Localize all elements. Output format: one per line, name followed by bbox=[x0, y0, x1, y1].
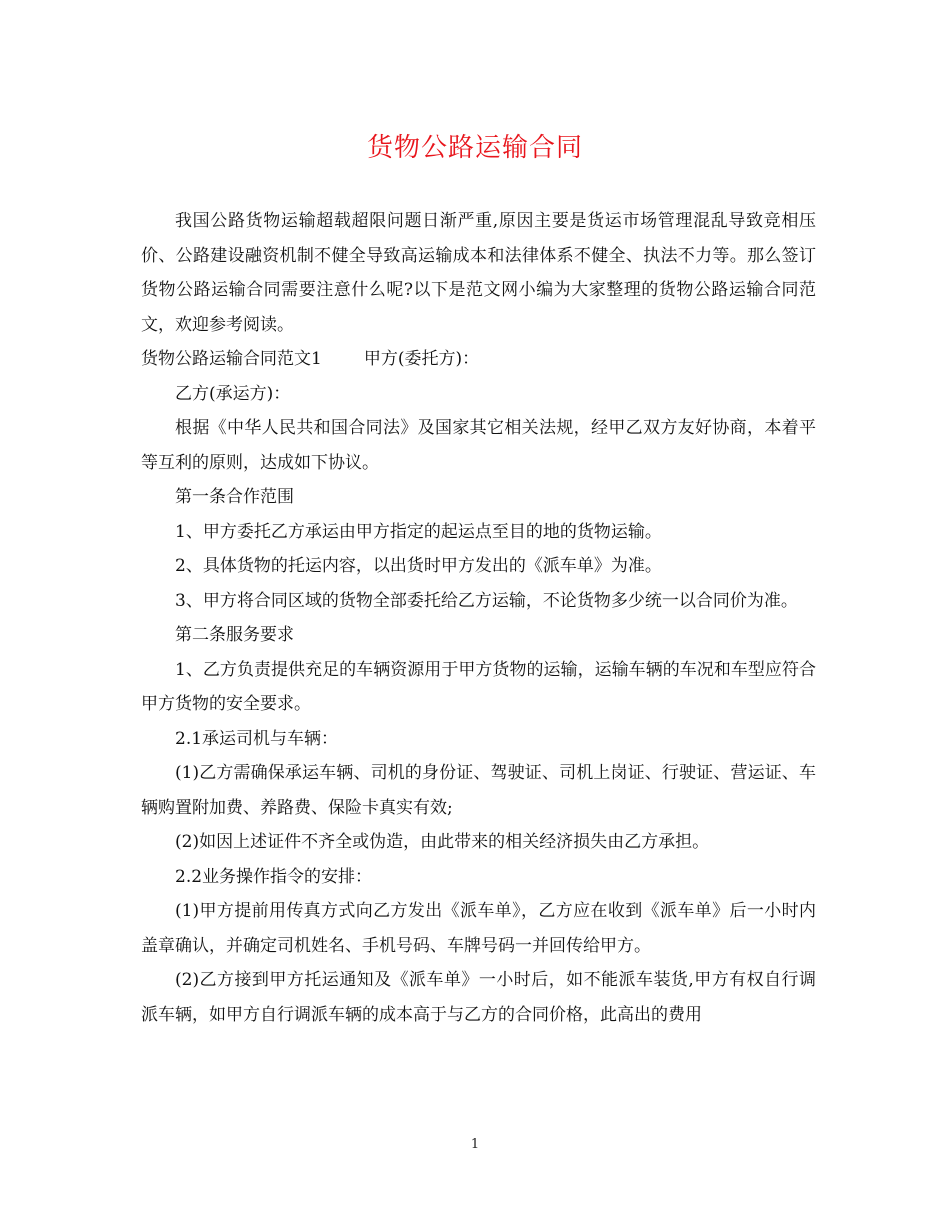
section-2-2-item-2: (2)乙方接到甲方托运通知及《派车单》一小时后，如不能派车装货,甲方有权自行调派车辆，如甲方自行调派车辆的成本高于与乙方的合同价格，此高出的费用 bbox=[141, 970, 816, 1025]
section-2-2-item-1: (1)甲方提前用传真方式向乙方发出《派车单》，乙方应在收到《派车单》后一小时内盖章确认，并确定司机姓名、手机号码、车牌号码一并回传给甲方。 bbox=[141, 901, 816, 956]
sample-heading: 货物公路运输合同范文1 bbox=[141, 349, 322, 369]
article-1-item-3: 3、甲方将合同区域的货物全部委托给乙方运输，不论货物多少统一以合同价为准。 bbox=[175, 590, 798, 611]
party-b-label: 乙方(承运方)： bbox=[175, 383, 291, 404]
section-2-1-title: 2.1承运司机与车辆： bbox=[175, 728, 339, 749]
article-2-item-1: 1、乙方负责提供充足的车辆资源用于甲方货物的运输，运输车辆的车况和车型应符合甲方货物的安全要求。 bbox=[141, 659, 816, 714]
document-title: 货物公路运输合同 bbox=[366, 133, 583, 163]
article-1-item-2: 2、具体货物的托运内容，以出货时甲方发出的《派车单》为准。 bbox=[175, 556, 662, 576]
page-number: 1 bbox=[470, 1137, 480, 1152]
article-2-title: 第二条服务要求 bbox=[175, 625, 294, 645]
article-1-title: 第一条合作范围 bbox=[175, 487, 294, 507]
party-a-label: 甲方(委托方)： bbox=[363, 349, 480, 369]
section-2-2-title: 2.2业务操作指令的安排： bbox=[175, 866, 373, 887]
article-1-item-1: 1、甲方委托乙方承运由甲方指定的起运点至目的地的货物运输。 bbox=[175, 521, 662, 542]
section-2-1-item-1: (1)乙方需确保承运车辆、司机的身份证、驾驶证、司机上岗证、行驶证、营运证、车辆购置附加费、养路费、保险卡真实有效; bbox=[141, 763, 816, 818]
document-body bbox=[141, 204, 816, 1032]
sample-heading-line bbox=[141, 342, 816, 377]
basis-paragraph: 根据《中华人民共和国合同法》及国家其它相关法规，经甲乙双方友好协商，本着平等互利的原则，达成如下协议。 bbox=[141, 418, 816, 473]
section-2-1-item-2: (2)如因上述证件不齐全或伪造，由此带来的相关经济损失由乙方承担。 bbox=[175, 832, 710, 852]
intro-paragraph: 我国公路货物运输超载超限问题日渐严重,原因主要是货运市场管理混乱导致竞相压价、公路建设融资机制不健全导致高运输成本和法律体系不健全、执法不力等。那么签订货物公路运输合同需要注意什么呢?以下是范文网小编为大家整理的货物公路运输合同范文，欢迎参考阅读。 bbox=[141, 211, 816, 335]
